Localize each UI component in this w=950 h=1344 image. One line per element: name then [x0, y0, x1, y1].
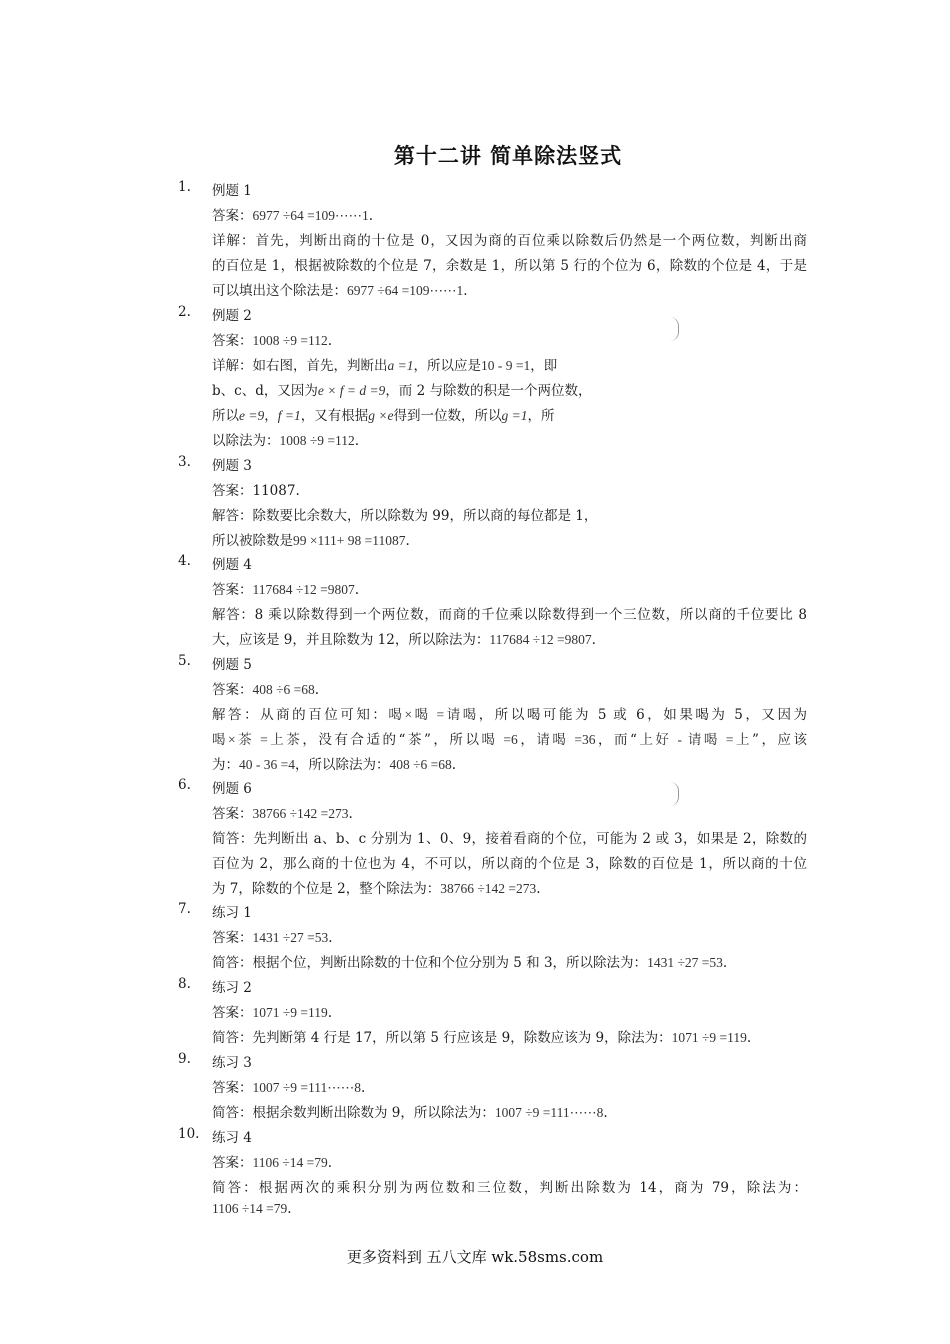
- item-number: 7.: [178, 901, 191, 917]
- page-footer: 更多资料到 五八文库 wk.58sms.com: [346, 1248, 604, 1266]
- detail-line: 大，应该是 9，并且除数为 12，所以除法为：117684 ÷12 =9807.: [212, 632, 596, 648]
- item-number: 10.: [178, 1126, 200, 1142]
- answer-line: 答案：38766 ÷142 =273.: [212, 806, 353, 822]
- item-heading: 练习 2: [212, 980, 252, 996]
- answer-line: 答案：1007 ÷9 =111⋯⋯8.: [212, 1080, 366, 1096]
- answer-line: 答案：1431 ÷27 =53.: [212, 930, 333, 946]
- item-number: 2.: [178, 304, 191, 320]
- page-title: 第十二讲 简单除法竖式: [393, 144, 623, 168]
- detail-line: 简答：根据两次的乘积分别为两位数和三位数，判断出除数为 14，商为 79，除法为：: [212, 1180, 807, 1196]
- answer-line: 答案：408 ÷6 =68.: [212, 682, 320, 698]
- detail-line: 为 7，除数的个位是 2，整个除法为：38766 ÷142 =273.: [212, 881, 541, 897]
- detail-line: 百位为 2，那么商的十位也为 4，不可以，所以商的个位是 3，除数的百位是 1，所以商的十位: [212, 856, 807, 872]
- item-number: 1.: [178, 179, 191, 195]
- item-heading: 练习 1: [212, 905, 252, 921]
- item-number: 3.: [178, 454, 191, 470]
- detail-line: 解答：从商的百位可知：喝×喝 =请喝，所以喝可能为 5 或 6，如果喝为 5，又因为: [212, 707, 807, 723]
- detail-line: 解答：8 乘以除数得到一个两位数，而商的千位乘以除数得到一个三位数，所以商的千位要比 8: [212, 607, 807, 623]
- detail-line: 简答：先判断出 a、b、c 分别为 1、0、9，接着看商的个位，可能为 2 或 3，如果是 2，除数的: [212, 831, 807, 847]
- diagram-fragment: [670, 782, 679, 806]
- detail-line: 可以填出这个除法是：6977 ÷64 =109⋯⋯1.: [212, 283, 468, 299]
- item-number: 8.: [178, 976, 191, 992]
- detail-line: 详解：首先，判断出商的十位是 0，又因为商的百位乘以除数后仍然是一个两位数，判断出商: [212, 233, 807, 249]
- item-number: 4.: [178, 553, 191, 569]
- item-number: 9.: [178, 1051, 191, 1067]
- item-heading: 例题 3: [212, 458, 252, 474]
- item-heading: 例题 4: [212, 557, 252, 573]
- item-heading: 例题 1: [212, 183, 252, 199]
- item-heading: 例题 2: [212, 308, 252, 324]
- detail-line: 解答：除数要比余数大，所以除数为 99，所以商的每位都是 1，: [212, 508, 598, 524]
- answer-line: 答案：6977 ÷64 =109⋯⋯1.: [212, 208, 374, 224]
- detail-line: 为：40 - 36 =4，所以除法为：408 ÷6 =68.: [212, 757, 457, 773]
- detail-line: 喝×茶 =上茶，没有合适的“茶”，所以喝 =6，请喝 =36，而“上好 - 请喝 =上”，应该: [212, 732, 808, 748]
- detail-line: 简答：先判断第 4 行是 17，所以第 5 行应该是 9，除数应该为 9，除法为：1071 ÷9 =119.: [212, 1030, 752, 1046]
- item-number: 5.: [178, 653, 191, 669]
- detail-line: b、c、d，又因为e × f = d =9，而 2 与除数的积是一个两位数，: [212, 383, 592, 399]
- item-heading: 练习 4: [212, 1130, 252, 1146]
- detail-line: 详解：如右图，首先，判断出a =1，所以应是10 - 9 =1，即: [212, 358, 558, 374]
- item-heading: 例题 5: [212, 657, 252, 673]
- answer-line: 答案：1106 ÷14 =79.: [212, 1155, 333, 1171]
- answer-line: 答案：117684 ÷12 =9807.: [212, 582, 360, 598]
- answer-line: 答案：11087.: [212, 483, 300, 499]
- item-number: 6.: [178, 777, 191, 793]
- item-heading: 练习 3: [212, 1055, 252, 1071]
- detail-line: 所以e =9，f =1，又有根据g ×e得到一位数，所以g =1，所: [212, 408, 555, 424]
- detail-line: 的百位是 1，根据被除数的个位是 7，余数是 1，所以第 5 行的个位为 6，除数的个位是 4，于是: [212, 258, 807, 274]
- detail-line: 以除法为：1008 ÷9 =112.: [212, 433, 360, 449]
- answer-line: 答案：1008 ÷9 =112.: [212, 333, 333, 349]
- detail-line: 简答：根据余数判断出除数为 9，所以除法为：1007 ÷9 =111⋯⋯8.: [212, 1105, 608, 1121]
- detail-line: 所以被除数是99 ×111+ 98 =11087.: [212, 533, 410, 549]
- detail-line: 1106 ÷14 =79.: [212, 1201, 292, 1217]
- diagram-fragment: [670, 317, 679, 341]
- item-heading: 例题 6: [212, 781, 252, 797]
- detail-line: 简答：根据个位，判断出除数的十位和个位分别为 5 和 3，所以除法为：1431 ÷27 =53.: [212, 955, 728, 971]
- answer-line: 答案：1071 ÷9 =119.: [212, 1005, 333, 1021]
